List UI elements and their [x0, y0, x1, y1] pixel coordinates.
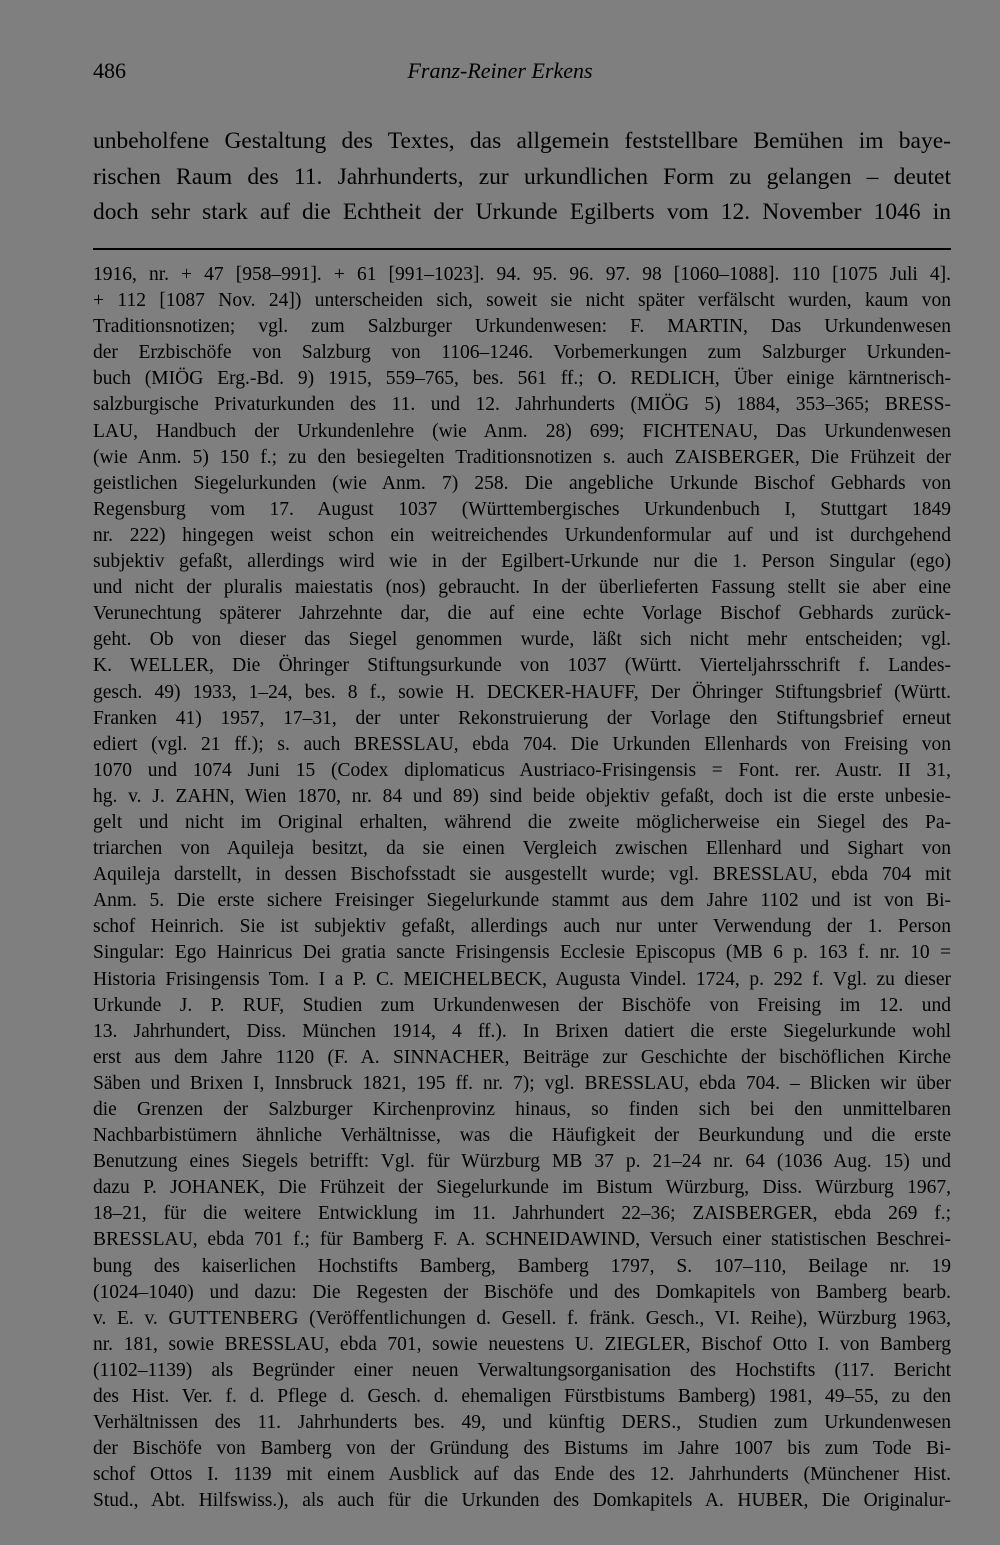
- footnote-line: Historia Frisingensis Tom. I a P. C. MEICHELBECK, Augusta Vindel. 1724, p. 292 f. Vgl. zu dieser: [93, 968, 951, 990]
- footnote-line: v. E. v. GUTTENBERG (Veröffentlichungen d. Gesell. f. fränk. Gesch., VI. Reihe), Würzburg 1963,: [93, 1307, 951, 1329]
- footnote-line: BRESSLAU, ebda 701 f.; für Bamberg F. A. SCHNEIDAWIND, Versuch einer statistischen Beschrei-: [93, 1229, 951, 1251]
- footnote-separator: [93, 248, 951, 250]
- footnote-line: dazu P. JOHANEK, Die Frühzeit der Siegelurkunde im Bistum Würzburg, Diss. Würzburg 1967,: [93, 1177, 951, 1199]
- footnote-line: und nicht der pluralis maiestatis (nos) gebraucht. In der überlieferten Fassung stellt sie aber eine: [93, 577, 951, 599]
- footnote-line: triarchen von Aquileja besitzt, da sie einen Vergleich zwischen Ellenhard und Sighart von: [93, 838, 951, 860]
- footnote-line: 1070 und 1074 Juni 15 (Codex diplomaticus Austriaco-Frisingensis = Font. rer. Austr. II 31,: [93, 759, 951, 781]
- footnote-line: gelt und nicht im Original erhalten, während die zweite möglicherweise ein Siegel des Pa-: [93, 811, 951, 833]
- footnote-line: subjektiv gefaßt, allerdings wird wie in der Egilbert-Urkunde nur die 1. Person Singular (ego): [93, 551, 951, 573]
- footnote-line: Stud., Abt. Hilfswiss.), als auch für die Urkunden des Domkapitels A. HUBER, Die Originalur-: [93, 1490, 951, 1512]
- footnote-text: [93, 262, 951, 1515]
- footnote-line: bung des kaiserlichen Hochstifts Bamberg, Bamberg 1797, S. 107–110, Beilage nr. 19: [93, 1255, 951, 1277]
- footnote-line: Aquileja darstellt, in dessen Bischofsstadt sie ausgestellt wurde; vgl. BRESSLAU, ebda 704 mit: [93, 864, 951, 886]
- page-number: 486: [93, 58, 126, 83]
- footnote-line: (1102–1139) als Begründer einer neuen Verwaltungsorganisation des Hochstifts (117. Bericht: [93, 1359, 951, 1381]
- main-text-line: unbeholfene Gestaltung des Textes, das allgemein feststellbare Bemühen im baye-: [93, 128, 951, 154]
- footnote-line: nr. 181, sowie BRESSLAU, ebda 701, sowie neuestens U. ZIEGLER, Bischof Otto I. von Bamberg: [93, 1333, 951, 1355]
- footnote-line: ediert (vgl. 21 ff.); s. auch BRESSLAU, ebda 704. Die Urkunden Ellenhards von Freising von: [93, 733, 951, 755]
- footnote-line: Singular: Ego Hainricus Dei gratia sancte Frisingensis Ecclesie Episcopus (MB 6 p. 163 f. nr. 10 =: [93, 942, 951, 964]
- footnote-line: K. WELLER, Die Öhringer Stiftungsurkunde von 1037 (Württ. Vierteljahrsschrift f. Landes-: [93, 655, 951, 677]
- running-title: Franz-Reiner Erkens: [407, 58, 593, 83]
- footnote-line: Verhältnissen des 11. Jahrhunderts bes. 49, und künftig DERS., Studien zum Urkundenwesen: [93, 1412, 951, 1434]
- main-text: [93, 124, 951, 231]
- main-text-line: doch sehr stark auf die Echtheit der Urkunde Egilberts vom 12. November 1046 in: [93, 199, 951, 225]
- footnote-line: der Erzbischöfe von Salzburg von 1106–1246. Vorbemerkungen zum Salzburger Urkunden-: [93, 342, 951, 364]
- footnote-line: gesch. 49) 1933, 1–24, bes. 8 f., sowie H. DECKER-HAUFF, Der Öhringer Stiftungsbrief (Württ.: [93, 681, 951, 703]
- main-text-line: rischen Raum des 11. Jahrhunderts, zur urkundlichen Form zu gelangen – deutet: [93, 163, 951, 190]
- footnote-line: (wie Anm. 5) 150 f.; zu den besiegelten Traditionsnotizen s. auch ZAISBERGER, Die Frühzeit der: [93, 446, 951, 468]
- footnote-line: geht. Ob von dieser das Siegel genommen wurde, läßt sich nicht mehr entscheiden; vgl.: [93, 629, 951, 651]
- footnote-line: Franken 41) 1957, 17–31, der unter Rekonstruierung der Vorlage den Stiftungsbrief erneut: [93, 707, 951, 729]
- footnote-line: schof Heinrich. Sie ist subjektiv gefaßt, allerdings auch nur unter Verwendung der 1. Person: [93, 916, 951, 938]
- footnote-line: nr. 222) hingegen weist schon ein weitreichendes Urkundenformular auf und ist durchgehend: [93, 524, 951, 546]
- footnote-line: buch (MIÖG Erg.-Bd. 9) 1915, 559–765, bes. 561 ff.; O. REDLICH, Über einige kärntnerisch-: [93, 368, 951, 390]
- footnote-line: schof Ottos I. 1139 mit einem Ausblick auf das Ende des 12. Jahrhunderts (Münchener Hist.: [93, 1464, 951, 1486]
- footnote-line: Traditionsnotizen; vgl. zum Salzburger Urkundenwesen: F. MARTIN, Das Urkundenwesen: [93, 316, 951, 338]
- footnote-line: Regensburg vom 17. August 1037 (Württembergisches Urkundenbuch I, Stuttgart 1849: [93, 498, 951, 520]
- footnote-line: 13. Jahrhundert, Diss. München 1914, 4 ff.). In Brixen datiert die erste Siegelurkunde wohl: [93, 1020, 951, 1042]
- footnote-line: Verunechtung späterer Jahrzehnte dar, die auf eine echte Vorlage Bischof Gebhards zurück-: [93, 603, 951, 625]
- footnote-line: Benutzung eines Siegels betrifft: Vgl. für Würzburg MB 37 p. 21–24 nr. 64 (1036 Aug. 15) und: [93, 1151, 951, 1173]
- footnote-line: Säben und Brixen I, Innsbruck 1821, 195 ff. nr. 7); vgl. BRESSLAU, ebda 704. – Blicken wir über: [93, 1072, 951, 1094]
- footnote-line: geistlichen Siegelurkunden (wie Anm. 7) 258. Die angebliche Urkunde Bischof Gebhards von: [93, 472, 951, 494]
- footnote-line: Urkunde J. P. RUF, Studien zum Urkundenwesen der Bischöfe von Freising im 12. und: [93, 994, 951, 1016]
- footnote-line: hg. v. J. ZAHN, Wien 1870, nr. 84 und 89) sind beide objektiv gefaßt, doch ist die erste unbesie-: [93, 785, 951, 807]
- footnote-line: 1916, nr. + 47 [958–991]. + 61 [991–1023]. 94. 95. 96. 97. 98 [1060–1088]. 110 [1075 Juli 4].: [93, 264, 951, 285]
- footnote-line: Anm. 5. Die erste sichere Freisinger Siegelurkunde stammt aus dem Jahre 1102 und ist von Bi-: [93, 890, 951, 912]
- footnote-line: der Bischöfe von Bamberg von der Gründung des Bistums im Jahre 1007 bis zum Tode Bi-: [93, 1438, 951, 1460]
- footnote-line: Nachbarbistümern ähnliche Verhältnisse, was die Häufigkeit der Beurkundung und die erste: [93, 1125, 951, 1147]
- footnote-line: die Grenzen der Salzburger Kirchenprovinz hinaus, so finden sich bei den unmittelbaren: [93, 1099, 951, 1120]
- footnote-line: (1024–1040) und dazu: Die Regesten der Bischöfe und des Domkapitels von Bamberg bearb.: [93, 1281, 951, 1303]
- footnote-line: LAU, Handbuch der Urkundenlehre (wie Anm. 28) 699; FICHTENAU, Das Urkundenwesen: [93, 420, 951, 442]
- footnote-line: + 112 [1087 Nov. 24]) unterscheiden sich, soweit sie nicht später verfälscht wurden, kaum von: [93, 290, 951, 312]
- footnote-line: 18–21, für die weitere Entwicklung im 11. Jahrhundert 22–36; ZAISBERGER, ebda 269 f.;: [93, 1203, 951, 1225]
- footnote-line: salzburgische Privaturkunden des 11. und 12. Jahrhunderts (MIÖG 5) 1884, 353–365; BRESS-: [93, 394, 951, 416]
- footnote-line: erst aus dem Jahre 1120 (F. A. SINNACHER, Beiträge zur Geschichte der bischöflichen Kirche: [93, 1046, 951, 1068]
- footnote-line: des Hist. Ver. f. d. Pflege d. Gesch. d. ehemaligen Fürstbistums Bamberg) 1981, 49–55, zu den: [93, 1386, 951, 1408]
